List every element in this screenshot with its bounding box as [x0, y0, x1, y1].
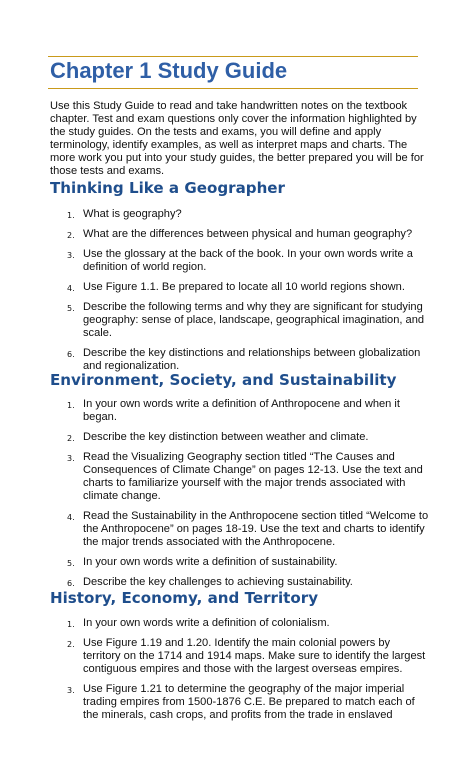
document-title: Chapter 1 Study Guide	[50, 58, 288, 83]
question-item	[0, 398, 429, 424]
intro-paragraph: Use this Study Guide to read and take handwritten notes on the textbook chapter. Test and exam questions only cover the information highlighted by the study guides. On the tests and exams, you will define and apply terminology, identify examples, as well as interpret maps and charts. The more work you put into your study guides, the better prepared you will be for those tests and exams.	[50, 100, 424, 177]
section-heading-history-economy-territory: History, Economy, and Territory	[50, 589, 319, 607]
question-number: 6.	[67, 350, 75, 359]
question-item	[0, 556, 429, 569]
question-text: In your own words write a definition of Anthropocene and when it began.	[83, 398, 400, 423]
question-list-environment-society-sustainability	[0, 398, 474, 596]
question-text: What are the differences between physical and human geography?	[83, 228, 413, 240]
question-text: Use Figure 1.1. Be prepared to locate all 10 world regions shown.	[83, 281, 405, 293]
question-item	[0, 617, 429, 630]
question-item	[0, 431, 429, 444]
question-text: Use Figure 1.19 and 1.20. Identify the main colonial powers by territory on the 1714 and 1914 maps. Make sure to identify the largest contiguous empires and those with the largest overseas empires.	[83, 637, 426, 675]
question-list-thinking-like-a-geographer	[0, 208, 474, 380]
question-number: 2.	[67, 231, 75, 240]
question-item	[0, 281, 429, 294]
question-number: 1.	[67, 620, 75, 629]
question-number: 1.	[67, 401, 75, 410]
question-text: Describe the key distinctions and relationships between globalization and regionalization.	[83, 347, 421, 372]
question-item	[0, 683, 429, 722]
question-list-history-economy-territory	[0, 617, 474, 729]
question-item	[0, 248, 429, 274]
question-item	[0, 576, 429, 589]
question-number: 3.	[67, 251, 75, 260]
question-number: 4.	[67, 513, 75, 522]
question-text: Read the Sustainability in the Anthropocene section titled “Welcome to the Anthropocene” on pages 18-19. Use the text and charts to identify the major trends associated with the Anthropocene.	[83, 510, 429, 548]
question-number: 3.	[67, 454, 75, 463]
question-number: 2.	[67, 434, 75, 443]
question-number: 5.	[67, 304, 75, 313]
question-text: Use Figure 1.21 to determine the geography of the major imperial trading empires from 1500-1876 C.E. Be prepared to match each of the minerals, cash crops, and profits from the trade in enslaved	[83, 683, 415, 721]
question-number: 3.	[67, 686, 75, 695]
question-number: 4.	[67, 284, 75, 293]
question-item	[0, 451, 429, 503]
question-item	[0, 347, 429, 373]
section-heading-thinking-like-a-geographer: Thinking Like a Geographer	[50, 179, 285, 197]
question-text: In your own words write a definition of colonialism.	[83, 617, 330, 629]
question-text: Describe the key distinction between weather and climate.	[83, 431, 369, 443]
question-number: 5.	[67, 559, 75, 568]
question-number: 2.	[67, 640, 75, 649]
question-text: Describe the following terms and why they are significant for studying geography: sense of place, landscape, geographical imagination, and scale.	[83, 301, 425, 339]
section-heading-environment-society-sustainability: Environment, Society, and Sustainability	[50, 371, 397, 389]
question-number: 1.	[67, 211, 75, 220]
question-text: In your own words write a definition of sustainability.	[83, 556, 338, 568]
question-item	[0, 637, 429, 676]
question-text: Describe the key challenges to achieving sustainability.	[83, 576, 353, 588]
question-item	[0, 510, 429, 549]
question-item	[0, 228, 429, 241]
question-item	[0, 208, 429, 221]
question-text: What is geography?	[83, 208, 182, 220]
question-number: 6.	[67, 579, 75, 588]
question-text: Use the glossary at the back of the book. In your own words write a definition of world region.	[83, 248, 413, 273]
question-text: Read the Visualizing Geography section titled “The Causes and Consequences of Climate Change” on pages 12-13. Use the text and charts to familiarize yourself with the major trends associated with climate change.	[83, 451, 423, 502]
title-bottom-rule	[48, 88, 418, 89]
question-item	[0, 301, 429, 340]
